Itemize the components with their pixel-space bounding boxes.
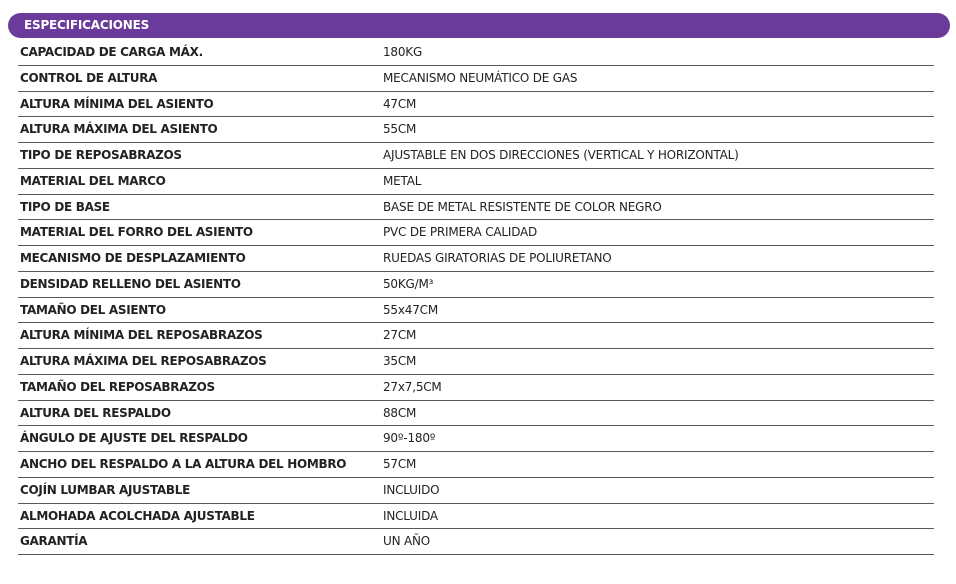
table-row (18, 92, 934, 118)
spec-value: 50KG/M³ (383, 276, 434, 291)
spec-label: TIPO DE REPOSABRAZOS (20, 148, 182, 162)
spec-value: 35CM (383, 354, 417, 368)
table-row (18, 272, 934, 298)
spec-value: 27x7,5CM (383, 379, 442, 394)
table-row (18, 220, 934, 246)
spec-value: PVC DE PRIMERA CALIDAD (383, 225, 538, 240)
spec-label: ALTURA MÁXIMA DEL ASIENTO (20, 122, 218, 137)
spec-value: 55x47CM (383, 302, 438, 317)
spec-label: MECANISMO DE DESPLAZAMIENTO (20, 251, 246, 265)
spec-value: 47CM (383, 96, 417, 111)
table-row (18, 426, 934, 452)
table-row (18, 478, 934, 504)
table-row (18, 529, 934, 555)
table-row (18, 66, 934, 92)
spec-label: ALTURA MÍNIMA DEL ASIENTO (20, 96, 214, 111)
table-row (18, 246, 934, 272)
specs-header (8, 13, 950, 38)
table-row (18, 401, 934, 427)
spec-label: CONTROL DE ALTURA (20, 70, 158, 85)
spec-label: ALTURA MÁXIMA DEL REPOSABRAZOS (20, 354, 267, 368)
table-row (18, 323, 934, 349)
table-row (18, 40, 934, 66)
spec-value: RUEDAS GIRATORIAS DE POLIURETANO (383, 251, 612, 265)
table-row (18, 375, 934, 401)
table-row (18, 143, 934, 169)
table-row (18, 504, 934, 530)
spec-label: MATERIAL DEL FORRO DEL ASIENTO (20, 225, 253, 240)
spec-label: TAMAÑO DEL ASIENTO (20, 302, 166, 317)
table-row (18, 169, 934, 195)
table-row (18, 195, 934, 221)
spec-value: AJUSTABLE EN DOS DIRECCIONES (VERTICAL Y HORIZONTAL) (383, 148, 739, 162)
spec-label: TAMAÑO DEL REPOSABRAZOS (20, 379, 215, 394)
spec-label: COJÍN LUMBAR AJUSTABLE (20, 482, 190, 497)
table-row (18, 452, 934, 478)
spec-value: METAL (383, 173, 422, 188)
spec-label: ALMOHADA ACOLCHADA AJUSTABLE (20, 508, 255, 523)
table-row (18, 117, 934, 143)
spec-value: 57CM (383, 457, 417, 471)
spec-value: UN AÑO (383, 534, 431, 549)
spec-label: CAPACIDAD DE CARGA MÁX. (20, 45, 203, 59)
spec-label: GARANTÍA (20, 534, 88, 549)
spec-label: ANCHO DEL RESPALDO A LA ALTURA DEL HOMBRO (20, 457, 347, 471)
spec-value: 55CM (383, 122, 417, 137)
spec-value: BASE DE METAL RESISTENTE DE COLOR NEGRO (383, 199, 662, 214)
spec-value: INCLUIDA (383, 508, 438, 523)
spec-value: 27CM (383, 328, 417, 343)
table-row (18, 298, 934, 324)
table-row (18, 349, 934, 375)
spec-label: DENSIDAD RELLENO DEL ASIENTO (20, 276, 241, 291)
spec-value: INCLUIDO (383, 482, 440, 497)
spec-label: ALTURA MÍNIMA DEL REPOSABRAZOS (20, 328, 263, 343)
spec-label: TIPO DE BASE (20, 199, 110, 214)
specs-title: ESPECIFICACIONES (24, 18, 150, 32)
specs-table (18, 40, 934, 555)
spec-label: MATERIAL DEL MARCO (20, 173, 166, 188)
spec-value: 88CM (383, 405, 417, 420)
spec-value: 180KG (383, 45, 423, 59)
spec-label: ÁNGULO DE AJUSTE DEL RESPALDO (20, 431, 248, 446)
spec-label: ALTURA DEL RESPALDO (20, 405, 171, 420)
spec-value: MECANISMO NEUMÁTICO DE GAS (383, 70, 578, 85)
spec-value: 90º-180º (383, 431, 436, 446)
